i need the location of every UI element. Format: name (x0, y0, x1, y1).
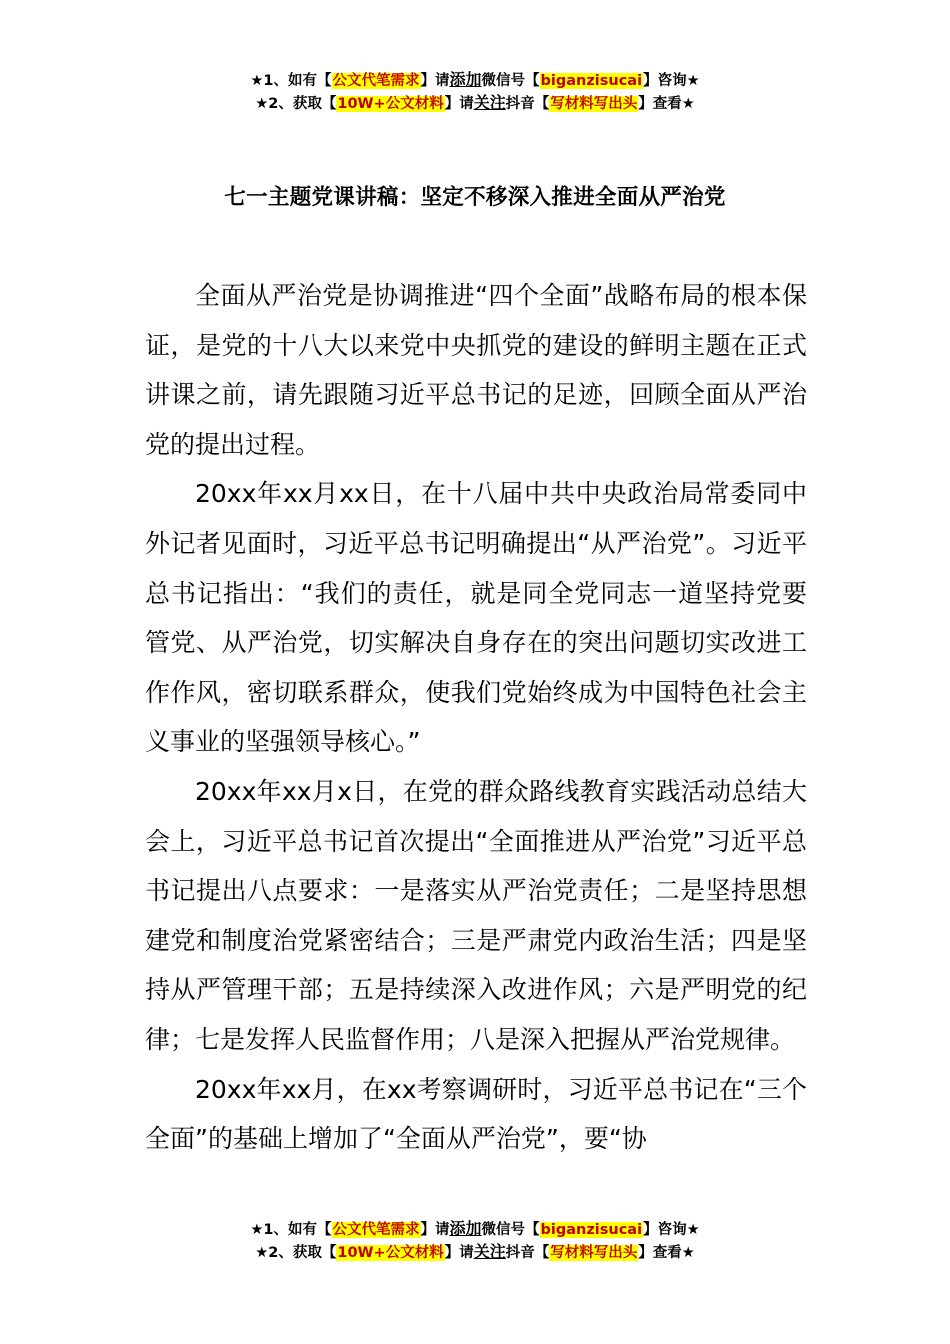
banner-text: ★2、获取【 (255, 1245, 337, 1261)
banner-text: 】查看★ (638, 96, 695, 112)
banner-text: 微信号【 (481, 1222, 540, 1238)
banner-text: 抖音【 (505, 1245, 550, 1261)
banner-line-2 (0, 92, 950, 115)
banner-text: 微信号【 (481, 73, 540, 89)
banner-text: 】咨询★ (643, 1222, 700, 1238)
body-paragraph: 20xx年xx月xx日，在十八届中共中央政治局常委同中外记者见面时，习近平总书记明确提出“从严治党”。习近平总书记指出：“我们的责任，就是同全党同志一道坚持党要管党、从严治党，切实解决自身存在的突出问题切实改进工作作风，密切联系群众，使我们党始终成为中国特色社会主义事业的坚强领导核心。” (145, 479, 807, 757)
banner-emphasis: 关注 (473, 1242, 506, 1261)
banner-highlight: 写材料写出头 (550, 1245, 638, 1261)
body-paragraph: 20xx年xx月，在xx考察调研时，习近平总书记在“三个全面”的基础上增加了“全面从严治党”，要“协 (145, 1074, 807, 1154)
banner-text: 】请 (420, 73, 450, 89)
banner-text: ★2、获取【 (255, 96, 337, 112)
banner-line-2 (0, 1241, 950, 1264)
banner-line-1 (0, 1218, 950, 1241)
banner-emphasis: 关注 (473, 93, 506, 112)
document-title: 七一主题党课讲稿：坚定不移深入推进全面从严治党 (224, 185, 726, 210)
banner-highlight: biganzisucai (540, 73, 643, 89)
banner-text: 】请 (444, 96, 474, 112)
banner-text: 抖音【 (505, 96, 550, 112)
banner-text: 】请 (420, 1222, 450, 1238)
banner-text: 】查看★ (638, 1245, 695, 1261)
body-paragraph: 全面从严治党是协调推进“四个全面”战略布局的根本保证，是党的十八大以来党中央抓党的建设的鲜明主题在正式讲课之前，请先跟随习近平总书记的足迹，回顾全面从严治党的提出过程。 (145, 281, 807, 459)
banner-line-1 (0, 69, 950, 92)
footer-banner (0, 1218, 950, 1264)
banner-text: ★1、如有【 (250, 73, 332, 89)
document-body (145, 271, 807, 1164)
banner-highlight: biganzisucai (540, 1222, 643, 1238)
banner-highlight: 10W+公文材料 (337, 1245, 444, 1261)
banner-highlight: 公文代笔需求 (332, 1222, 420, 1238)
banner-text: ★1、如有【 (250, 1222, 332, 1238)
body-paragraph: 20xx年xx月x日，在党的群众路线教育实践活动总结大会上，习近平总书记首次提出“全面推进从严治党”习近平总书记提出八点要求：一是落实从严治党责任；二是坚持思想建党和制度治党紧密结合；三是严肃党内政治生活；四是坚持从严管理干部；五是持续深入改进作风；六是严明党的纪律；七是发挥人民监督作用；八是深入把握从严治党规律。 (145, 776, 807, 1054)
banner-emphasis: 添加 (449, 1219, 482, 1238)
banner-highlight: 公文代笔需求 (332, 73, 420, 89)
banner-text: 】请 (444, 1245, 474, 1261)
banner-highlight: 10W+公文材料 (337, 96, 444, 112)
banner-text: 】咨询★ (643, 73, 700, 89)
banner-highlight: 写材料写出头 (550, 96, 638, 112)
header-banner (0, 69, 950, 115)
banner-emphasis: 添加 (449, 70, 482, 89)
